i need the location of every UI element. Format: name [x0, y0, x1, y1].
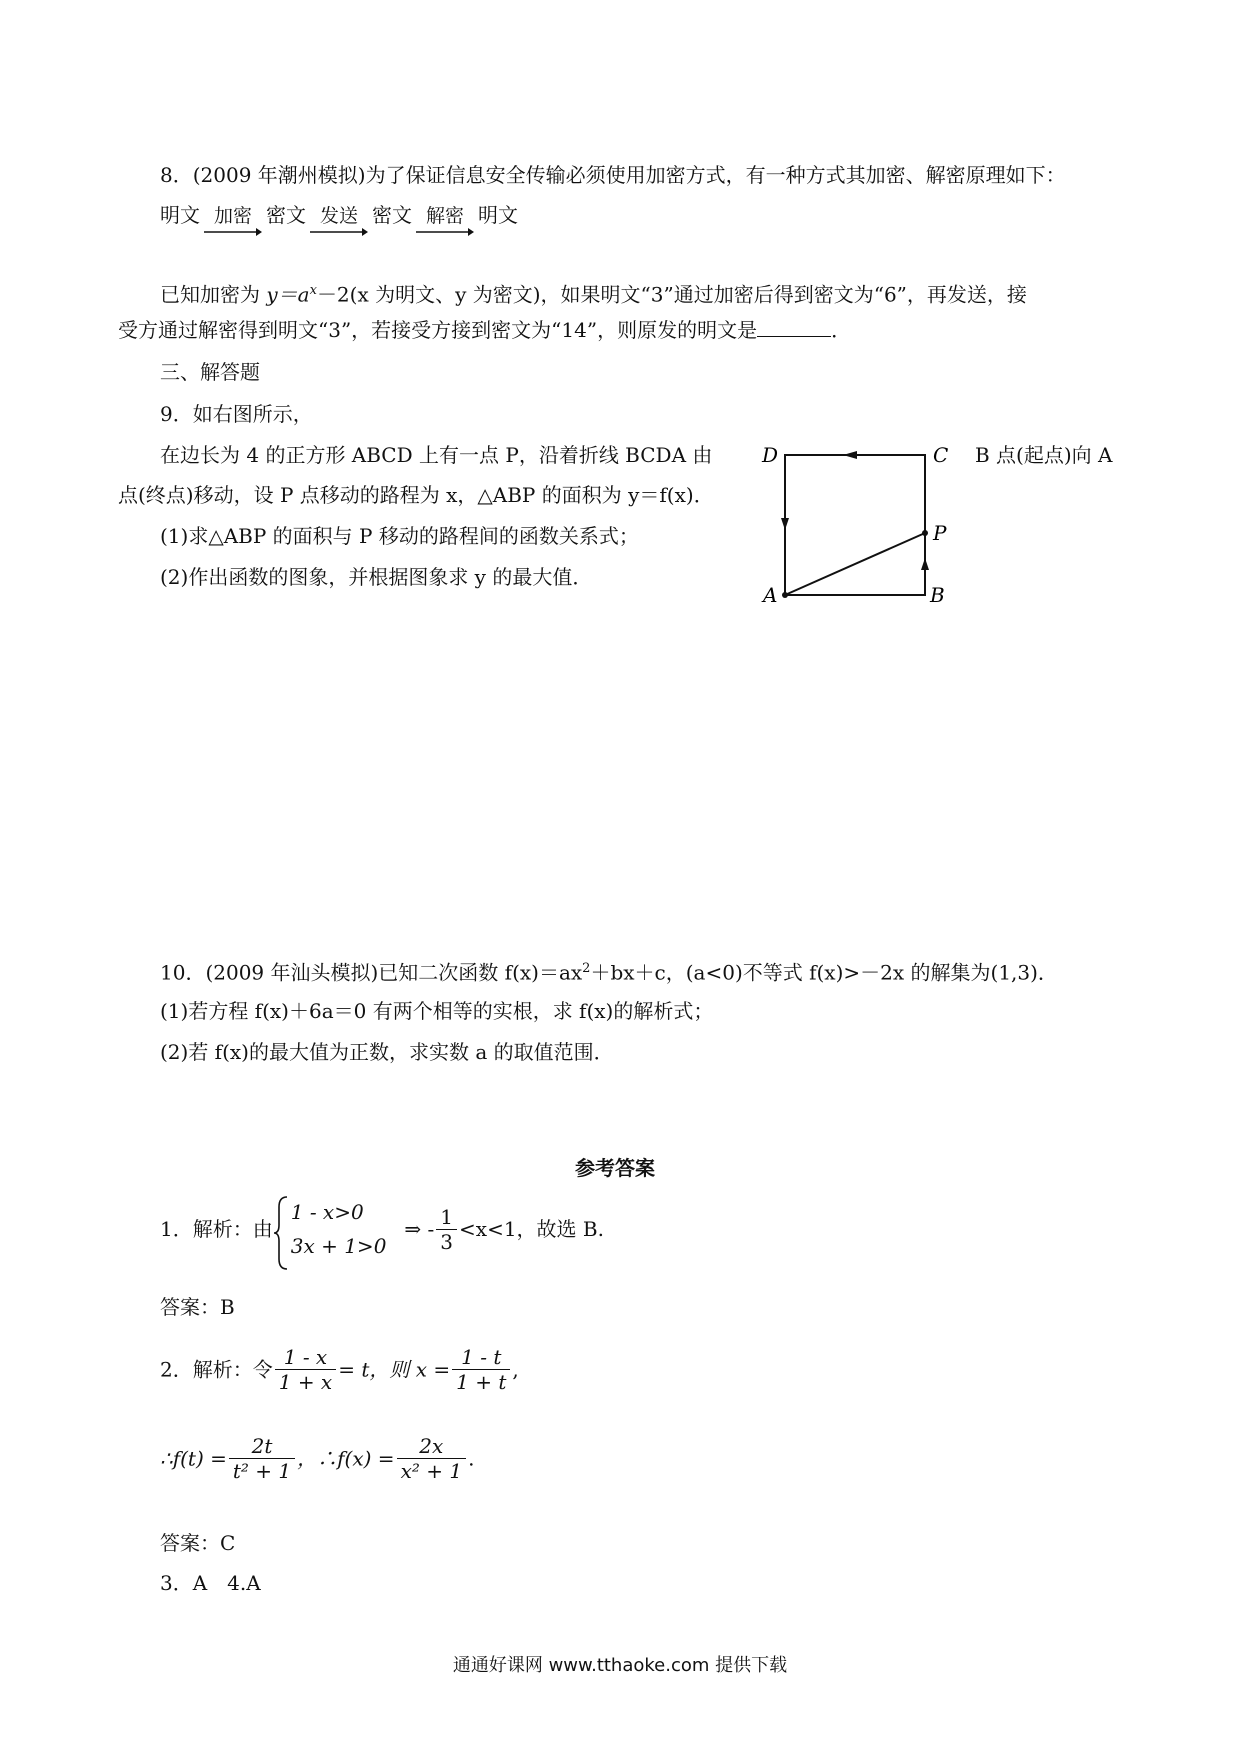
- point-label-p: P: [933, 521, 947, 545]
- answer-blank: [757, 318, 831, 337]
- fraction-1mt-1pt: $\frac{1 - t}{1 + t}$: [452, 1345, 510, 1394]
- answer-2-result: 答案：C: [160, 1531, 236, 1555]
- q9-line2-right: B 点(起点)向 A: [975, 443, 1113, 467]
- answer-2-line1: 2．解析：令 $\frac{1 - x}{1 + x}$ = t，则 x = $\frac{1 - t}{1 + t}$ ,: [160, 1345, 519, 1394]
- q9-line5: (2)作出函数的图象，并根据图象求 y 的最大值．: [160, 565, 593, 589]
- flow-ciphertext-1: 密文: [266, 203, 306, 227]
- q9-line1: 9．如右图所示，: [160, 402, 313, 426]
- flow-encrypt-arrow: 加密: [200, 205, 266, 237]
- answers-title: 参考答案: [575, 1156, 655, 1180]
- q9-line4: (1)求△ABP 的面积与 P 移动的路程间的函数关系式；: [160, 524, 639, 548]
- page-footer: 通通好课网 www.tthaoke.com 提供下载: [452, 1655, 788, 1676]
- q9-line3: 点(终点)移动，设 P 点移动的路程为 x，△ABP 的面积为 y＝f(x)．: [118, 483, 714, 507]
- q8-flow: [160, 200, 518, 237]
- q10-line3: (2)若 f(x)的最大值为正数，求实数 a 的取值范围．: [160, 1040, 614, 1064]
- fraction-1mx-1px: $\frac{1 - x}{1 + x}$: [275, 1345, 336, 1394]
- q10-line2: (1)若方程 f(x)＋6a＝0 有两个相等的实根，求 f(x)的解析式；: [160, 999, 714, 1023]
- flow-decrypt-arrow: 解密: [412, 205, 478, 237]
- q8-line1: 8．(2009 年潮州模拟)为了保证信息安全传输必须使用加密方式，有一种方式其加密、解密原理如下：: [160, 163, 1066, 187]
- vertex-label-c: C: [933, 443, 949, 467]
- flow-ciphertext-2: 密文: [372, 203, 412, 227]
- flow-send-arrow: 发送: [306, 205, 372, 237]
- q8-line4: 受方通过解密得到明文“3”，若接受方接到密文为“14”，则原发的明文是 ．: [118, 318, 852, 342]
- section-heading-3: 三、解答题: [160, 360, 260, 384]
- vertex-label-d: D: [762, 443, 779, 467]
- answer-1-line: 1．解析：由 1 - x>0 3x + 1>0 ⇒ - $\frac{1}{3}$ <x<1，故选 B.: [160, 1195, 604, 1263]
- fraction-2x: $\frac{2x}{\text{x² + 1}}$: [397, 1434, 467, 1483]
- answers-3-4: 3．A 4.A: [160, 1571, 261, 1595]
- vertex-label-a: A: [763, 583, 778, 607]
- q8-line3: 已知加密为 $y=a^x-2(x$ 为明文、y 为密文)，如果明文“3”通过加密后得到密文为“6”，再发送，接: [160, 282, 1027, 307]
- system-of-inequalities: 1 - x>0 3x + 1>0: [273, 1195, 387, 1263]
- q10-line1: 10．(2009 年汕头模拟)已知二次函数 $f(x)=ax^2+bx+c$，(a<0)不等式 f(x)>－2x 的解集为(1,3)．: [160, 960, 1058, 985]
- answer-2-line2: ∴f(t) = $\frac{2t}{\text{t² + 1}}$ ，∴f(x) = $\frac{2x}{\text{x² + 1}}$ .: [160, 1434, 475, 1483]
- flow-plaintext-2: 明文: [478, 203, 518, 227]
- fraction-one-third: $\frac{1}{3}$: [436, 1205, 457, 1254]
- fraction-2t: $\frac{2t}{\text{t² + 1}}$: [229, 1434, 295, 1483]
- answer-1-result: 答案：B: [160, 1295, 235, 1319]
- vertex-label-b: B: [930, 583, 945, 607]
- square-abcd-figure: [755, 440, 965, 610]
- flow-plaintext-1: 明文: [160, 203, 200, 227]
- q9-line2: 在边长为 4 的正方形 ABCD 上有一点 P，沿着折线 BCDA 由: [160, 443, 713, 467]
